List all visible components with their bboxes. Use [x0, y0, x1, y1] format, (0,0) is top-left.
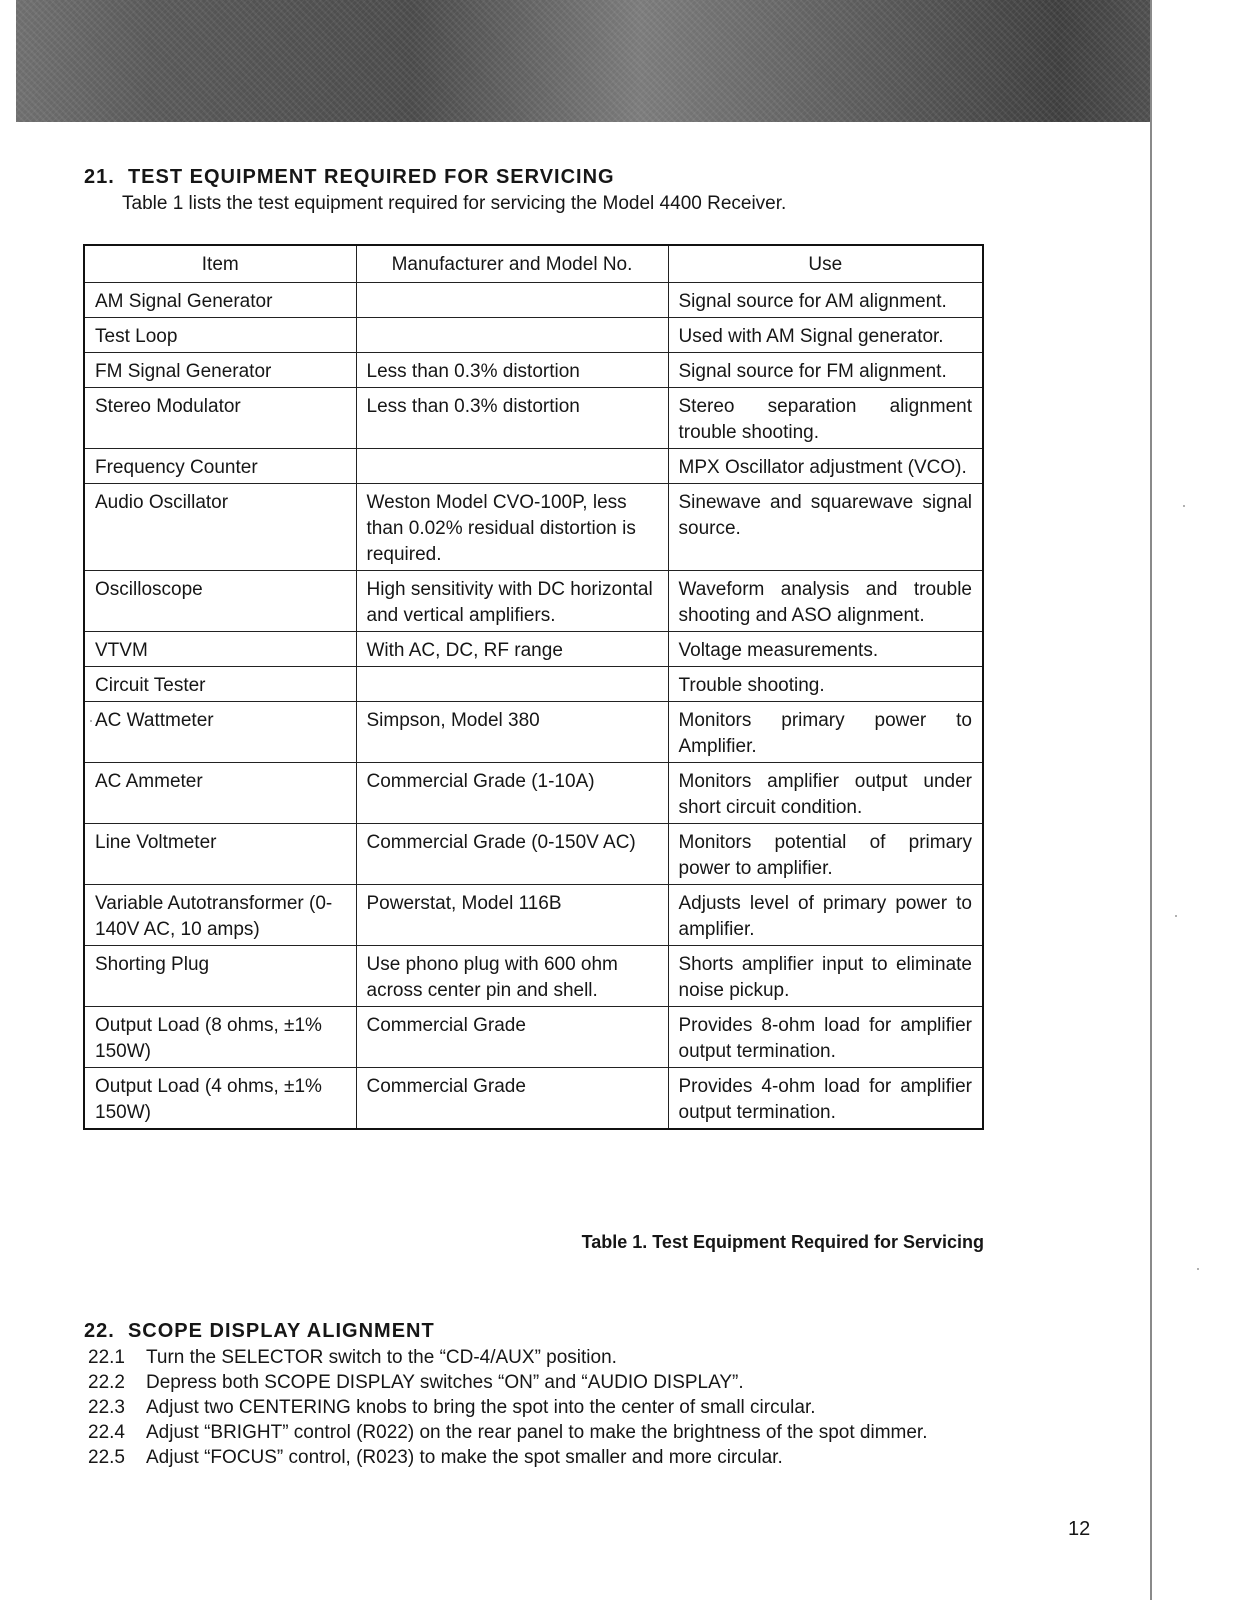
step-text: Adjust two CENTERING knobs to bring the spot into the center of small circular. — [146, 1397, 816, 1418]
header-item: Item — [84, 245, 356, 283]
scan-speck — [1175, 915, 1177, 917]
cell-item: Variable Autotransformer (0-140V AC, 10 amps) — [84, 885, 356, 946]
step-text: Adjust “FOCUS” control, (R023) to make the spot smaller and more circular. — [146, 1447, 783, 1468]
cell-item: Audio Oscillator — [84, 484, 356, 571]
cell-manufacturer: High sensitivity with DC horizontal and vertical amplifiers. — [356, 571, 668, 632]
cell-manufacturer — [356, 283, 668, 318]
cell-use: Voltage measurements. — [668, 632, 983, 667]
cell-manufacturer: Commercial Grade — [356, 1007, 668, 1068]
table-caption: Table 1. Test Equipment Required for Servicing — [581, 1232, 984, 1252]
step-number: 22.1 — [88, 1347, 125, 1368]
step-text: Adjust “BRIGHT” control (R022) on the rear panel to make the brightness of the spot dimmer. — [146, 1422, 928, 1443]
cell-manufacturer: With AC, DC, RF range — [356, 632, 668, 667]
cell-item: Test Loop — [84, 318, 356, 353]
cell-item: Frequency Counter — [84, 449, 356, 484]
cell-manufacturer: Commercial Grade — [356, 1068, 668, 1130]
cell-manufacturer: Use phono plug with 600 ohm across center pin and shell. — [356, 946, 668, 1007]
cell-manufacturer: Less than 0.3% distortion — [356, 353, 668, 388]
cell-manufacturer: Commercial Grade (0-150V AC) — [356, 824, 668, 885]
scan-speck — [1183, 505, 1185, 507]
step-item — [88, 1445, 1008, 1470]
cell-item: Circuit Tester — [84, 667, 356, 702]
cell-item: Output Load (4 ohms, ±1% 150W) — [84, 1068, 356, 1130]
table-header-row — [84, 245, 983, 283]
step-number: 22.4 — [88, 1422, 125, 1443]
header-use: Use — [668, 245, 983, 283]
cell-use: Monitors primary power to Amplifier. — [668, 702, 983, 763]
cell-use: Signal source for FM alignment. — [668, 353, 983, 388]
table-row — [84, 388, 983, 449]
cell-use: Stereo separation alignment trouble shooting. — [668, 388, 983, 449]
table-row — [84, 353, 983, 388]
cell-use: Provides 8-ohm load for amplifier output termination. — [668, 1007, 983, 1068]
cell-use: Shorts amplifier input to eliminate noise pickup. — [668, 946, 983, 1007]
section-21-intro: Table 1 lists the test equipment required for servicing the Model 4400 Receiver. — [122, 193, 787, 214]
step-number: 22.3 — [88, 1397, 125, 1418]
cell-item: AM Signal Generator — [84, 283, 356, 318]
section-22-number: 22. — [84, 1320, 115, 1342]
step-number: 22.5 — [88, 1447, 125, 1468]
scan-speck — [1197, 1268, 1199, 1270]
table-row — [84, 763, 983, 824]
step-item — [88, 1420, 1008, 1445]
cell-item: VTVM — [84, 632, 356, 667]
cell-item: FM Signal Generator — [84, 353, 356, 388]
cell-item: Shorting Plug — [84, 946, 356, 1007]
table-row — [84, 632, 983, 667]
cell-use: Signal source for AM alignment. — [668, 283, 983, 318]
cell-manufacturer: Powerstat, Model 116B — [356, 885, 668, 946]
scan-speck — [90, 720, 92, 722]
table-row — [84, 1068, 983, 1130]
cell-manufacturer — [356, 449, 668, 484]
cell-use: MPX Oscillator adjustment (VCO). — [668, 449, 983, 484]
page-number: 12 — [1068, 1518, 1091, 1540]
cell-manufacturer: Commercial Grade (1-10A) — [356, 763, 668, 824]
cell-use: Monitors potential of primary power to amplifier. — [668, 824, 983, 885]
section-21-heading — [84, 166, 615, 189]
table-row — [84, 1007, 983, 1068]
table-row — [84, 667, 983, 702]
cell-use: Provides 4-ohm load for amplifier output termination. — [668, 1068, 983, 1130]
cell-manufacturer: Weston Model CVO-100P, less than 0.02% residual distortion is required. — [356, 484, 668, 571]
step-text: Turn the SELECTOR switch to the “CD-4/AUX” position. — [146, 1347, 617, 1368]
cell-item: Output Load (8 ohms, ±1% 150W) — [84, 1007, 356, 1068]
cell-use: Monitors amplifier output under short circuit condition. — [668, 763, 983, 824]
step-item — [88, 1345, 1008, 1370]
cell-use: Waveform analysis and trouble shooting and ASO alignment. — [668, 571, 983, 632]
cell-use: Used with AM Signal generator. — [668, 318, 983, 353]
section-21-title: TEST EQUIPMENT REQUIRED FOR SERVICING — [127, 166, 615, 188]
table-row — [84, 318, 983, 353]
table-row — [84, 885, 983, 946]
section-21-number: 21. — [84, 166, 115, 188]
header-manufacturer: Manufacturer and Model No. — [356, 245, 668, 283]
table-row — [84, 484, 983, 571]
cell-item: AC Wattmeter — [84, 702, 356, 763]
table-row — [84, 702, 983, 763]
table-row — [84, 824, 983, 885]
table-row — [84, 571, 983, 632]
step-item — [88, 1370, 1008, 1395]
cell-manufacturer — [356, 318, 668, 353]
cell-manufacturer — [356, 667, 668, 702]
alignment-steps — [88, 1345, 1008, 1470]
page-edge-rule — [1150, 0, 1152, 1600]
scanned-header-band — [16, 0, 1150, 122]
test-equipment-table — [83, 244, 984, 1130]
cell-use: Sinewave and squarewave signal source. — [668, 484, 983, 571]
table-body — [84, 283, 983, 1130]
cell-use: Trouble shooting. — [668, 667, 983, 702]
step-number: 22.2 — [88, 1372, 125, 1393]
table-row — [84, 946, 983, 1007]
table-row — [84, 283, 983, 318]
section-22-heading — [84, 1320, 435, 1343]
table-row — [84, 449, 983, 484]
section-22-title: SCOPE DISPLAY ALIGNMENT — [127, 1320, 435, 1342]
cell-item: AC Ammeter — [84, 763, 356, 824]
cell-item: Stereo Modulator — [84, 388, 356, 449]
cell-item: Oscilloscope — [84, 571, 356, 632]
cell-item: Line Voltmeter — [84, 824, 356, 885]
step-text: Depress both SCOPE DISPLAY switches “ON” and “AUDIO DISPLAY”. — [146, 1372, 744, 1393]
step-item — [88, 1395, 1008, 1420]
cell-use: Adjusts level of primary power to amplifier. — [668, 885, 983, 946]
cell-manufacturer: Simpson, Model 380 — [356, 702, 668, 763]
cell-manufacturer: Less than 0.3% distortion — [356, 388, 668, 449]
